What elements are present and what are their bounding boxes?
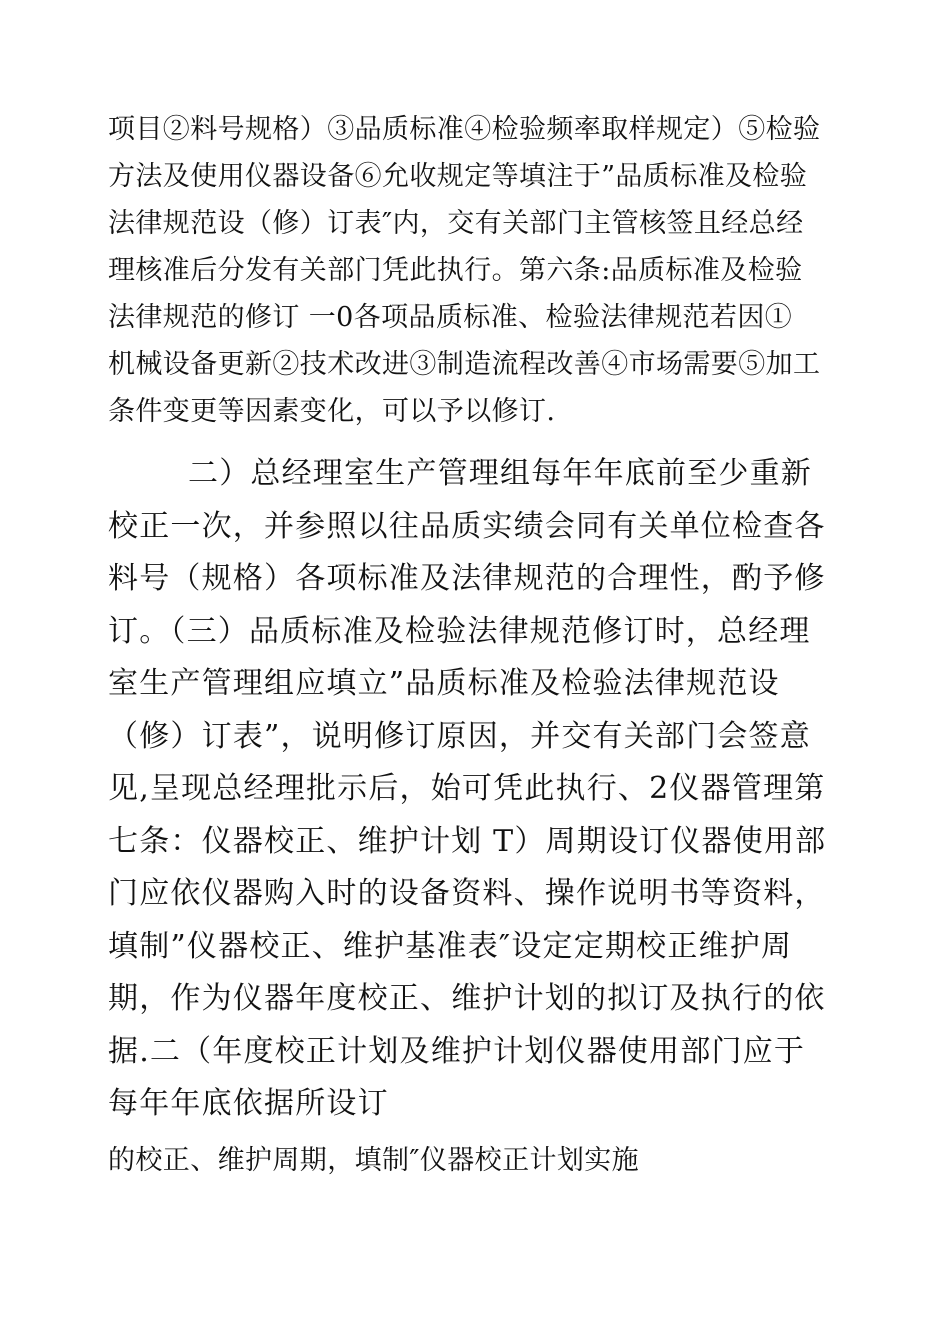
paragraph-2-line-13: 每年年底依据所设订 bbox=[108, 1086, 389, 1121]
paragraph-2-line-4: 订。（三）品质标准及检验法律规范修订时，总经理 bbox=[108, 614, 811, 649]
paragraph-1-line-1: 项目②料号规格）③品质标准④检验频率取样规定）⑤检验 bbox=[108, 114, 821, 145]
paragraph-3-line-1: 的校正、维护周期，填制″仪器校正计划实施 bbox=[108, 1145, 640, 1176]
paragraph-2-line-12: 据.二（年度校正计划及维护计划仪器使用部门应于 bbox=[108, 1034, 806, 1069]
paragraph-2-line-1: 二）总经理室生产管理组每年年底前至少重新 bbox=[188, 456, 812, 491]
paragraph-2-line-11: 期，作为仪器年度校正、维护计划的拟订及执行的依 bbox=[108, 981, 826, 1016]
paragraph-2-line-6: （修）订表”，说明修订原因，并交有关部门会签意 bbox=[108, 719, 811, 754]
paragraph-1-line-5: 法律规范的修订 一0各项品质标准、检验法律规范若因① bbox=[108, 302, 793, 333]
paragraph-2-line-7: 见,呈现总经理批示后，始可凭此执行、2仪器管理第 bbox=[108, 771, 826, 806]
paragraph-2-line-8: 七条：仪器校正、维护计划 T）周期设订仪器使用部 bbox=[108, 824, 827, 859]
paragraph-2-line-3: 料号（规格）各项标准及法律规范的合理性，酌予修 bbox=[108, 561, 826, 596]
paragraph-1-line-7: 条件变更等因素变化，可以予以修订. bbox=[108, 396, 556, 427]
paragraph-2-line-5: 室生产管理组应填立”品质标准及检验法律规范设 bbox=[108, 666, 780, 701]
paragraph-1-line-6: 机械设备更新②技术改进③制造流程改善④市场需要⑤加工 bbox=[108, 349, 821, 380]
paragraph-1-line-3: 法律规范设（修）订表″内，交有关部门主管核签且经总经 bbox=[108, 208, 804, 239]
paragraph-2-line-2: 校正一次，并参照以往品质实绩会同有关单位检查各 bbox=[108, 509, 826, 544]
paragraph-2-line-10: 填制”仪器校正、维护基准表″设定定期校正维护周 bbox=[108, 929, 793, 964]
paragraph-1-line-4: 理核准后分发有关部门凭此执行。第六条:品质标准及检验 bbox=[108, 255, 803, 286]
paragraph-1-line-2: 方法及使用仪器设备⑥允收规定等填注于”品质标准及检验 bbox=[108, 161, 808, 192]
paragraph-2-line-9: 门应依仪器购入时的设备资料、操作说明书等资料， bbox=[108, 876, 826, 911]
